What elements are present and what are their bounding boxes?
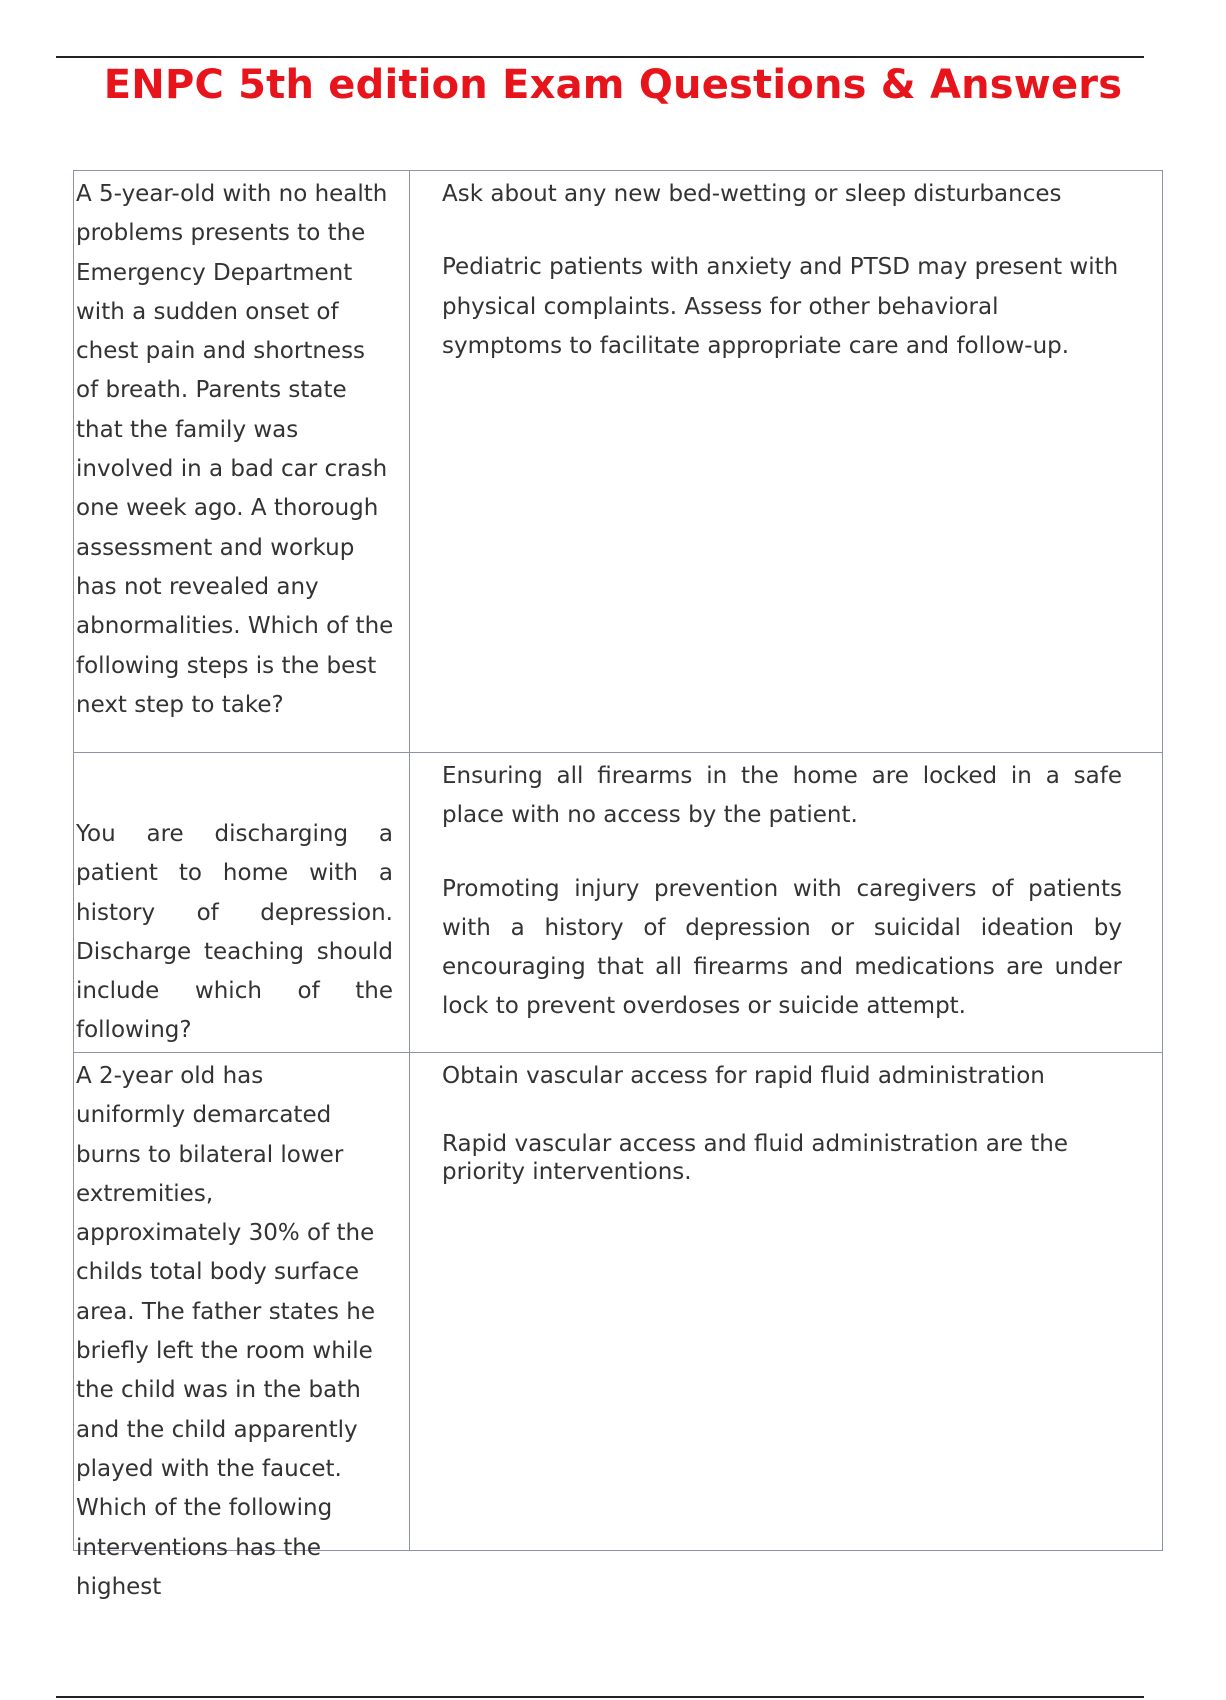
question-cell bbox=[74, 753, 410, 1053]
rationale-text: Rapid vascular access and fluid administration are the priority interventions. bbox=[442, 1131, 1069, 1186]
answer-cell bbox=[410, 753, 1163, 1053]
qa-row bbox=[74, 753, 1163, 1053]
rationale-text: Pediatric patients with anxiety and PTSD may present with physical complaints. Assess for other behavioral symptoms to facilitate appropriate care and follow-up. bbox=[442, 254, 1119, 359]
question-cell bbox=[74, 171, 410, 753]
question-cell bbox=[74, 1053, 410, 1600]
rationale-text: Promoting injury prevention with caregivers of patients with a history of depression or suicidal ideation by encouraging that all firearms and medications are under lock to prevent overdoses or suicide attempt. bbox=[442, 875, 1122, 1020]
question-text: You are discharging a patient to home with a history of depression. Discharge teaching should include which of the following? bbox=[76, 821, 393, 1044]
qa-table bbox=[73, 170, 1163, 1600]
answer-text: Ask about any new bed-wetting or sleep disturbances bbox=[442, 181, 1062, 207]
answer-text: Ensuring all firearms in the home are locked in a safe place with no access by the patient. bbox=[442, 763, 1122, 829]
qa-row bbox=[74, 1053, 1163, 1551]
qa-row bbox=[74, 171, 1163, 753]
question-text: A 2-year old has uniformly demarcated burns to bilateral lower extremities, approximately 30% of the childs total body surface area. The father states he briefly left the room while the child was in the bath and the child apparently played with the faucet. Which of the following interventions has the highest bbox=[76, 1063, 375, 1600]
question-text: A 5-year-old with no health problems presents to the Emergency Department with a sudden onset of chest pain and shortness of breath. Parents state that the family was involved in a bad car crash one week ago. A thorough assessment and workup has not revealed any abnormalities. Which of the following steps is the best next step to take? bbox=[76, 181, 394, 718]
header-rule bbox=[56, 56, 1144, 58]
answer-cell bbox=[410, 1053, 1163, 1551]
answer-cell bbox=[410, 171, 1163, 753]
document-title: ENPC 5th edition Exam Questions & Answers bbox=[103, 62, 1123, 108]
answer-text: Obtain vascular access for rapid fluid administration bbox=[442, 1063, 1045, 1089]
footer-rule bbox=[56, 1696, 1144, 1698]
